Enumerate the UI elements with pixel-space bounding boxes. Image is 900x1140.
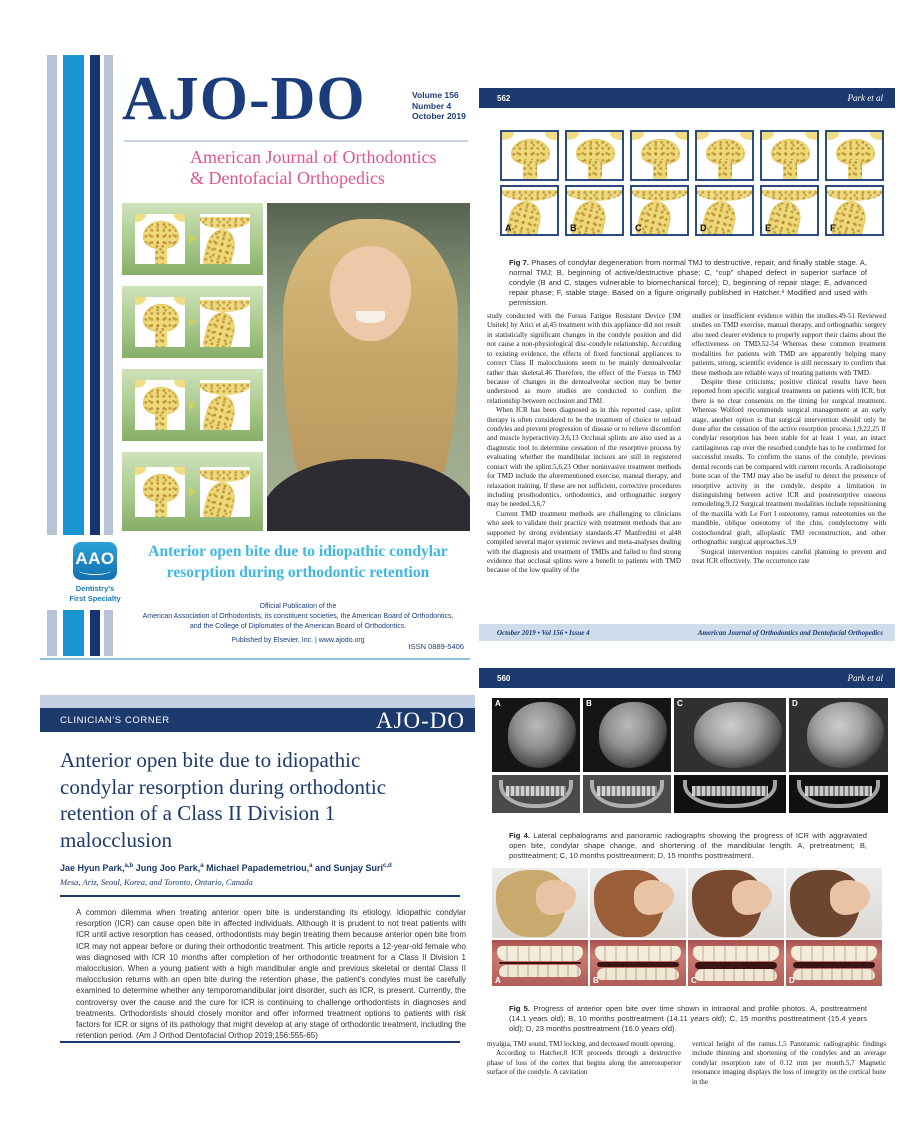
journal-logo: AJO-DO xyxy=(122,65,366,133)
fig7-panel-E: E xyxy=(760,185,819,236)
condyle-illustration xyxy=(135,214,185,264)
running-header xyxy=(479,88,895,108)
text-column-left xyxy=(487,1040,681,1102)
journal-page-562 xyxy=(479,88,895,645)
intraoral-photo-C: C xyxy=(688,940,784,986)
aao-logo xyxy=(73,542,117,580)
text-column-left xyxy=(487,312,681,624)
profile-photo-D xyxy=(786,868,882,938)
feature-title-line2: resorption during orthodontic retention xyxy=(166,563,430,581)
arrow-icon xyxy=(189,400,196,410)
cover-stripe-light-1 xyxy=(47,55,57,535)
date-line: October 2019 xyxy=(412,111,466,122)
article-title: Anterior open bite due to idiopathic condylar resorption during orthodontic retention of a Class II Division 1 malocclusion xyxy=(60,748,387,852)
profile-photo-C xyxy=(688,868,784,938)
tmj-illustration xyxy=(200,467,250,517)
intraoral-photo-A: A xyxy=(492,940,588,986)
affiliation-line: Mesa, Ariz, Seoul, Korea, and Toronto, Ontario, Canada xyxy=(60,877,253,887)
fig7-panel-A: A xyxy=(500,185,559,236)
aao-logo-text: AAO xyxy=(75,549,115,568)
figure4-caption-label: Fig 4. xyxy=(509,830,530,840)
cover-histology-panel-3 xyxy=(122,369,263,441)
fig7-panel-B: B xyxy=(565,185,624,236)
aao-tagline-line2: First Specialty xyxy=(69,593,121,603)
condyle-illustration xyxy=(135,297,185,347)
figure5-caption-text: Progress of anterior open bite over time shown in intraoral and profile photos. A, posttreatment (14.1 years old); B, 10 months posttreatment (14.11 years old); C, 15 months posttreatment (15.4 years old); D, 23 months posttreatment (16.0 years old). xyxy=(509,1003,867,1033)
figure7-row-upper xyxy=(500,130,884,181)
fig7-panel-upper xyxy=(825,130,884,181)
fig7-panel-upper xyxy=(695,130,754,181)
journal-page-560 xyxy=(479,668,895,1130)
cephalogram-A: A xyxy=(492,698,580,772)
cover-feature-title xyxy=(128,542,468,584)
fig7-panel-upper xyxy=(630,130,689,181)
cover-portrait-photo xyxy=(267,203,470,531)
publication-line2: American Association of Orthodontists, its constituent societies, the American Board of Orthodontics, xyxy=(142,613,454,620)
paragraph: According to Hatcher,8 ICR proceeds through a destructive phase of loss of the cortex that begins along the anterosuperior surface of the condyle. A cavitation xyxy=(487,1049,681,1077)
figure4-cephalogram-row xyxy=(492,698,888,772)
text-column-right xyxy=(692,1040,886,1102)
article-title-page xyxy=(40,695,475,1067)
figure7-caption-label: Fig 7. xyxy=(509,257,529,267)
figure4-panoramic-row xyxy=(492,775,888,813)
cover-histology-panel-1 xyxy=(122,203,263,275)
aao-swoosh-icon xyxy=(79,566,111,575)
paragraph: vertical height of the ramus.1,5 Panoramic radiographic findings include thinning and shortening of the condyles and an average condylar resorption rate of 0.12 mm per month.5,7 Magnetic resonance imaging displays the loss of integrity on the cortical bone in the xyxy=(692,1040,886,1086)
cephalogram-B: B xyxy=(583,698,671,772)
paragraph: When ICR has been diagnosed as in this reported case, splint therapy is often considered to be the treatment of choice to unload condyles and prevent progression of disease or to relieve discomfort and muscle hyperactivity.3,6,13 Occlusal splints are also used as a diagnostic tool to determine cessation of the resorptive process by evaluating whether the mandibular incisors are still in registered contact with the splint.5,6,23 Other noninvasive treatment methods for TMD include the aforementioned exercise, manual therapy, and relaxation training. If these are not sufficient, corrective procedures including prosthodontics, orthodontics, and orthognathic surgery may be needed.3,6,7 xyxy=(487,406,681,509)
running-header xyxy=(479,668,895,688)
running-head-authors: Park et al xyxy=(847,93,883,103)
fig7-panel-upper xyxy=(500,130,559,181)
paragraph: Despite these criticisms, positive clinical results have been reported from specific surgical treatments on patients with ICR, but there is no clear consensus on the timing for surgical treatment. Whereas Wolford recommends surgical management at an early stage, another option is that surgical intervention should only be done after the cessation of the active resorption process.1,9,22,25 If condylar resorption has been stable for at least 1 year, an intact cartilaginous cap over the resorbed condyle has to be confirmed for successful results. To confirm the status of the condyle, previous dental records can be compared with current records. A radioisotope bone scan of the TMJ may also be useful to detect the presence of resorptive activity in the condyle, despite a limitation in distinguishing between active ICR and postresorptive osseous remodeling.9,12 Surgical treatment modalities include repositioning of the maxilla with Le Fort I osteotomy, ramus osteotomies on the mandible, oblique osteotomy of the chin, condylectomy with costochondral graft, alloplastic TMJ reconstruction, and other orthognathic surgical approaches.3,9 xyxy=(692,377,886,547)
issn-number: ISSN 0889-5406 xyxy=(408,642,464,651)
arrow-icon xyxy=(189,234,196,244)
figure5-profile-row xyxy=(492,868,882,938)
portrait-smile xyxy=(356,311,384,322)
page-number: 562 xyxy=(497,93,511,103)
cephalogram-C: C xyxy=(674,698,786,772)
tmj-illustration xyxy=(200,297,250,347)
figure4-caption-text: Lateral cephalograms and panoramic radiographs showing the progress of ICR with aggravated open bite, condylar shape change, and shortening of the mandibular length. A, pretreatment; B, posttreatment; C, 10 months posttreatment; D, 15 months posttreatment. xyxy=(509,830,867,860)
number-line: Number 4 xyxy=(412,100,452,111)
paragraph: study conducted with the Forsus Fatigue Resistant Device [3M Unitek] by Arici et al,45 treatment with this appliance did not result in statistically significant changes in the condyle position and did not cause a non-physiological disc-condyle relationship. According to existing evidence, the effects of fixed functional appliances to correct Class II malocclusions seem to be mainly dentoalveolar rather than skeletal.46 Therefore, the effect of the Forsus in TMJ because of changes in the dentoalveolar section may be better understood as more studies are conducted to confirm the relationship between occlusion and TMJ. xyxy=(487,312,681,405)
figure7-caption xyxy=(509,258,867,309)
figure5-caption-label: Fig 5. xyxy=(509,1003,531,1013)
authors-line: Jae Hyun Park,$^{a,b}$ Jung Joo Park,$^a$ Michael Papademetriou,$^a$ and Sunjay Suri$^{c,d}$ xyxy=(60,863,392,873)
running-head-authors: Park et al xyxy=(847,673,883,683)
tmj-illustration xyxy=(200,214,250,264)
aao-tagline xyxy=(64,584,126,604)
condyle-illustration xyxy=(135,380,185,430)
figure7-row-lower xyxy=(500,185,884,236)
panoramic-C xyxy=(674,775,786,813)
cover-page xyxy=(40,50,470,662)
paragraph: Surgical intervention requires careful planning to prevent and treat ICR effectively. The occurrence rate xyxy=(692,547,886,565)
journal-logo-small: AJO-DO xyxy=(375,707,465,733)
panoramic-B xyxy=(583,775,671,813)
publisher-line: Published by Elsevier, Inc. | www.ajodo.org xyxy=(231,637,365,644)
arrow-icon xyxy=(189,317,196,327)
header-light-band xyxy=(40,695,475,708)
publication-line3: and the College of Diplomates of the American Board of Orthodontics. xyxy=(189,623,407,630)
fig7-panel-upper xyxy=(760,130,819,181)
volume-info xyxy=(412,90,468,122)
intraoral-photo-B: B xyxy=(590,940,686,986)
portrait-face xyxy=(330,246,411,341)
figure4-caption xyxy=(509,831,867,862)
cover-stripe-blue-1 xyxy=(63,55,84,535)
header-navy-band xyxy=(40,708,475,732)
abstract-bottom-rule xyxy=(60,1041,460,1043)
abstract-top-rule xyxy=(60,895,460,897)
page-number: 560 xyxy=(497,673,511,683)
intraoral-photo-D: D xyxy=(786,940,882,986)
panoramic-D xyxy=(789,775,888,813)
condyle-illustration xyxy=(135,467,185,517)
arrow-icon xyxy=(189,487,196,497)
figure5-intraoral-row xyxy=(492,940,882,986)
fig7-panel-C: C xyxy=(630,185,689,236)
paragraph: myalgia, TMJ sound, TMJ locking, and decreased mouth opening. xyxy=(487,1040,676,1048)
fig7-panel-F: F xyxy=(825,185,884,236)
text-column-right xyxy=(692,312,886,624)
cover-histology-panel-4 xyxy=(122,452,263,531)
journal-subtitle-line2: & Dentofacial Orthopedics xyxy=(190,168,385,188)
aao-tagline-line1: Dentistry's xyxy=(75,584,115,593)
cover-stripe-navy-1 xyxy=(90,55,100,535)
fig7-panel-D: D xyxy=(695,185,754,236)
section-label: CLINICIAN'S CORNER xyxy=(60,714,170,726)
paragraph: studies or insufficient evidence within the studies.49-51 Reviewed studies on TMD exercise, manual therapy, and orthognathic surgery also need clearer evidence to properly support their claims about the effectiveness on TMD.52-54 Whereas these common treatment modalities for patients with TMD are apparently helping many patients, strong, scientific evidence is still necessary to confirm that these methods are reliable ways of treating patients with TMD. xyxy=(692,312,886,377)
figure7-caption-text: Phases of condylar degeneration from normal TMJ to destructive, repair, and finally stable stage. A, normal TMJ; B, beginning of active/destructive phase; C, “cup” shaped defect in superior surface of condyle (B and C, stages vulnerable to biomechanical force); D, beginning of repair stage; E, advanced repair phase; F, stable stage. Based on a figure originally published in Hatcher.⁸ Modified and used with permission. xyxy=(509,257,867,308)
volume-line: Volume 156 xyxy=(412,90,459,100)
logo-divider xyxy=(124,140,468,142)
publication-line1: Official Publication of the xyxy=(259,603,337,610)
feature-title-line1: Anterior open bite due to idiopathic condylar xyxy=(148,543,448,560)
figure5-caption xyxy=(509,1004,867,1035)
cover-bottom-rule xyxy=(40,658,470,660)
footer-journal-name: American Journal of Orthodontics and Dentofacial Orthopedics xyxy=(697,628,883,637)
journal-subtitle-line1: American Journal of Orthodontics xyxy=(190,147,437,167)
abstract-text: A common dilemma when treating anterior open bite is understanding its etiology. Idiopathic condylar resorption (ICR) can cause open bite in affected individuals. Although it is prudent to not treat patients with ICR until active resorption has ceased, orthodontists may begin treating them because anterior open bite from ICR may not appear before or during their orthodontic treatment. This article reports a 12-year-old female who was diagnosed with ICR 10 months after completion of her orthodontic treatment for a Class II Division 1 malocclusion. When a young patient with a high mandibular angle and previous skeletal or dental Class II malocclusion returns with an open bite during the retention phase, the patient's condyles must be carefully examined to determine whether any temporomandibular joint disorder, such as ICR, is present. Currently, the controversy over the cause and the cure for ICR is continuing to challenge orthodontists in diagnoses and treatments. Orthodontists should closely monitor and offer informed treatment options to patients with risk factors for ICR or signs of its pathology that might develop at any stage of orthodontic treatment, including the retention period. (Am J Orthod Dentofacial Orthop 2019;156:555-65) xyxy=(76,908,466,1041)
footer-issue-info: October 2019 • Vol 156 • Issue 4 xyxy=(497,628,590,637)
paragraph: Current TMD treatment methods are challenging to clinicians who seek to validate their practice with treatment methods that are supported by strong evidentiary standards.47 Manfredini et al48 compiled several major systemic reviews and meta-analyses dealing with the diagnosis and treatment of TMDs and failed to find strong evidence that occlusal splints were a benefit to patients with TMD because of the low quality of the xyxy=(487,509,681,575)
page-footer xyxy=(479,624,895,641)
aao-logo-block xyxy=(64,542,126,604)
cephalogram-D: D xyxy=(789,698,888,772)
cover-histology-panel-2 xyxy=(122,286,263,358)
panoramic-A xyxy=(492,775,580,813)
tmj-illustration xyxy=(200,380,250,430)
profile-photo-A xyxy=(492,868,588,938)
cover-stripe-light-2 xyxy=(104,55,113,535)
fig7-panel-upper xyxy=(565,130,624,181)
profile-photo-B xyxy=(590,868,686,938)
